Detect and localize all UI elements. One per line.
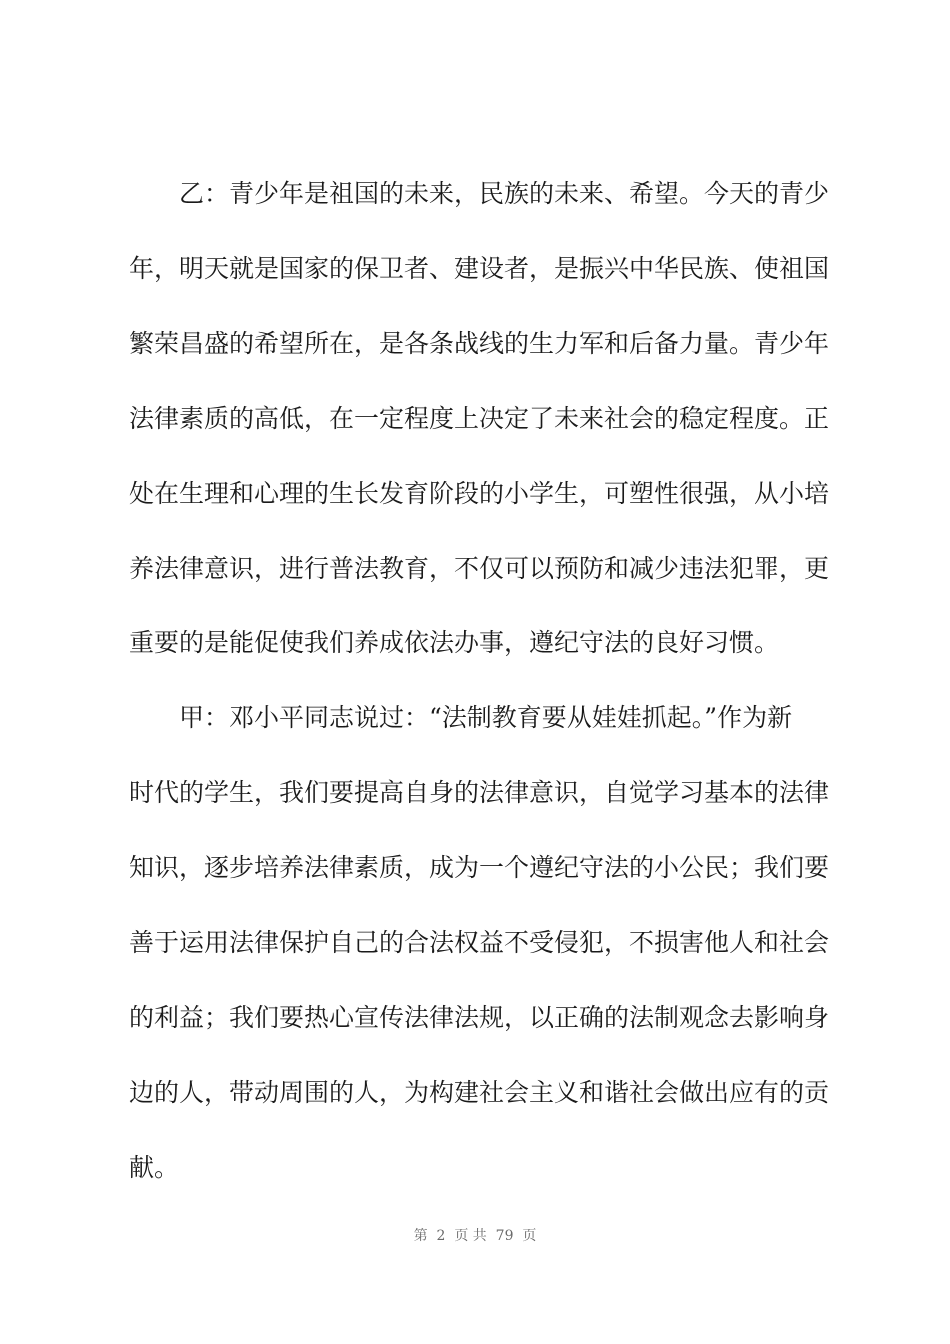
paragraph-1-line-2: 年，明天就是国家的保卫者、建设者，是振兴中华民族、使祖国 <box>129 254 830 283</box>
page-number-footer: 第 2 页 共 79 页 <box>413 1228 537 1244</box>
paragraph-1-line-3: 繁荣昌盛的希望所在，是各条战线的生力军和后备力量。青少年 <box>129 329 830 358</box>
paragraph-2-line-5: 的利益；我们要热心宣传法律法规，以正确的法制观念去影响身 <box>129 1003 830 1032</box>
paragraph-1-line-5: 处在生理和心理的生长发育阶段的小学生，可塑性很强，从小培 <box>129 479 830 508</box>
paragraph-2-line-4: 善于运用法律保护自己的合法权益不受侵犯，不损害他人和社会 <box>129 928 830 957</box>
paragraph-1-line-1: 乙：青少年是祖国的未来，民族的未来、希望。今天的青少 <box>179 179 830 208</box>
paragraph-2-line-7: 献。 <box>129 1153 180 1182</box>
paragraph-1-line-6: 养法律意识，进行普法教育，不仅可以预防和减少违法犯罪，更 <box>129 554 830 583</box>
paragraph-2-line-6: 边的人，带动周围的人，为构建社会主义和谐社会做出应有的贡 <box>129 1078 830 1107</box>
paragraph-2-line-3: 知识，逐步培养法律素质，成为一个遵纪守法的小公民；我们要 <box>129 853 830 882</box>
paragraph-1-line-7: 重要的是能促使我们养成依法办事，遵纪守法的良好习惯。 <box>129 628 780 657</box>
paragraph-2-line-1: 甲：邓小平同志说过：“法制教育要从娃娃抓起。”作为新 <box>179 703 793 732</box>
paragraph-1-line-4: 法律素质的高低，在一定程度上决定了未来社会的稳定程度。正 <box>129 404 830 433</box>
paragraph-2-line-2: 时代的学生，我们要提高自身的法律意识，自觉学习基本的法律 <box>129 778 830 807</box>
